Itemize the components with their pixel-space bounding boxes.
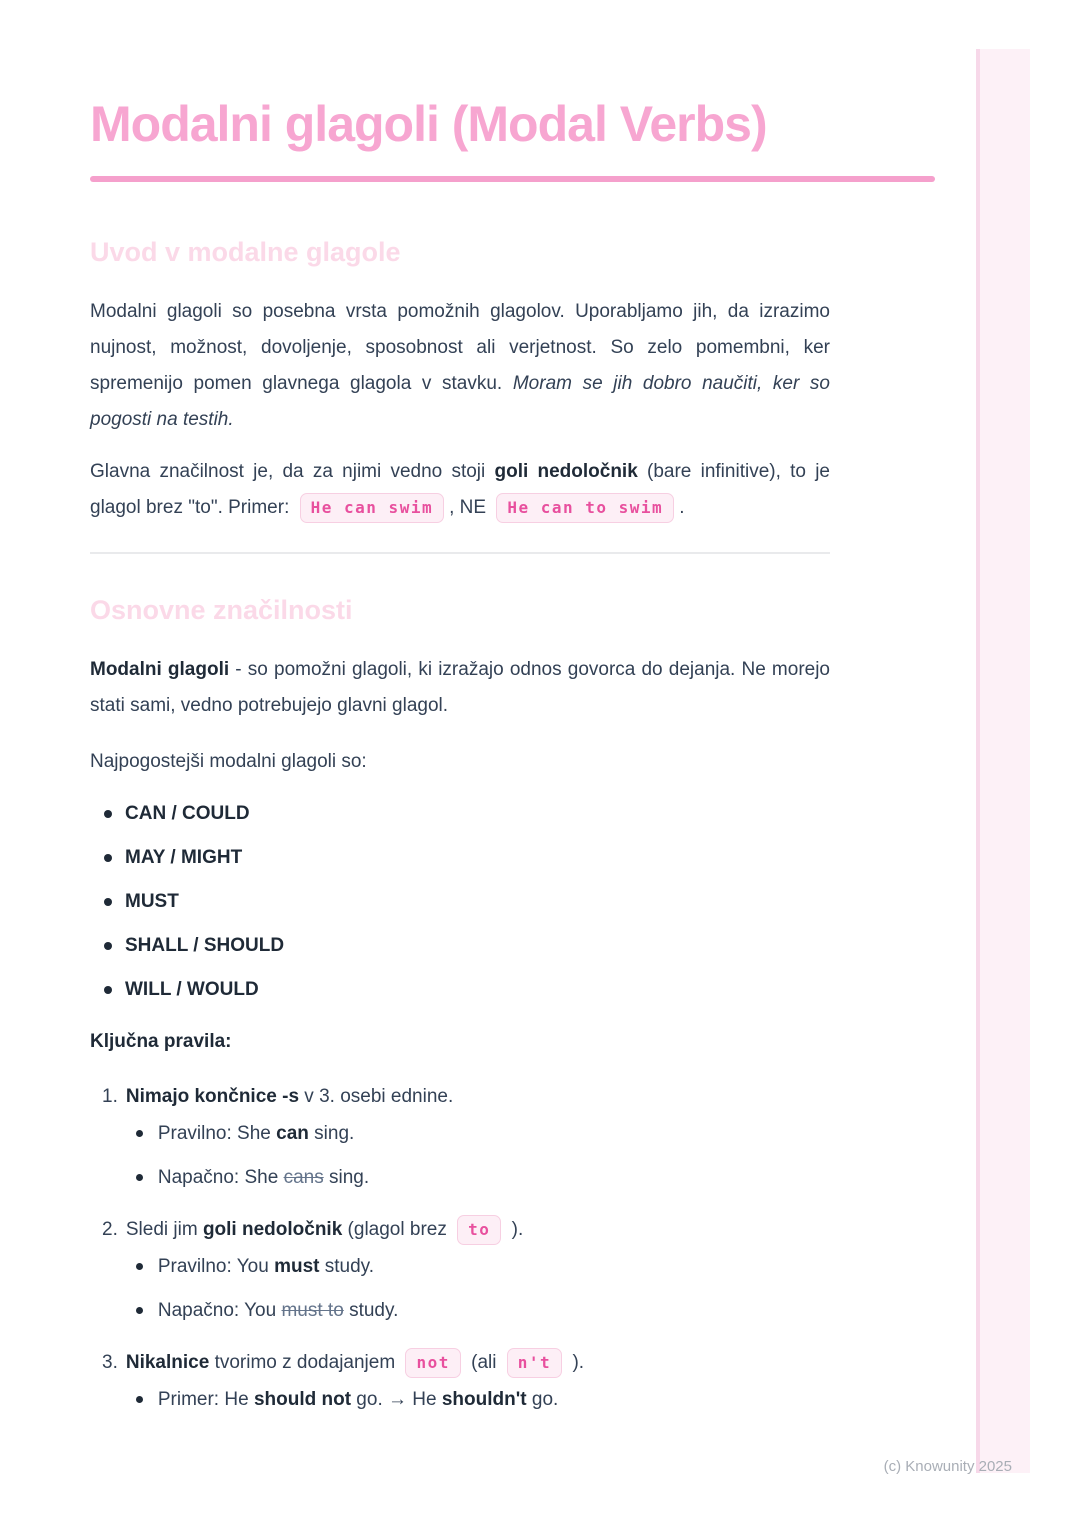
sub-text — [158, 1385, 558, 1415]
list-item — [104, 846, 830, 870]
section-intro — [90, 236, 935, 526]
modal-verbs-list — [90, 802, 830, 1002]
modal-verb-label: SHALL / SHOULD — [125, 935, 285, 956]
section-heading-intro: Uvod v modalne glagole — [90, 237, 401, 267]
section-divider — [90, 552, 830, 554]
code-chip-not: not — [405, 1348, 460, 1378]
sub-segment: go. → He — [351, 1389, 442, 1410]
page-title: Modalni glagoli (Modal Verbs) — [90, 96, 767, 152]
bullet-icon — [136, 1263, 143, 1270]
modal-verb-label: MAY / MIGHT — [125, 847, 243, 868]
bullet-icon — [136, 1307, 143, 1314]
rule-lead — [126, 1348, 830, 1378]
bullet-icon — [104, 898, 112, 906]
section-basics — [90, 594, 935, 1415]
sub-strikethrough: must to — [281, 1300, 344, 1321]
sub-segment: Primer: He — [157, 1389, 254, 1410]
sub-list-item — [136, 1163, 830, 1193]
rule-sub-list — [126, 1385, 830, 1415]
sub-list-item — [136, 1296, 830, 1326]
bullet-icon — [136, 1174, 143, 1181]
rule-number: 3. — [102, 1352, 118, 1373]
modal-verb-label: MUST — [125, 891, 179, 912]
rule-item-3 — [90, 1348, 830, 1415]
sub-text — [158, 1163, 369, 1193]
rule-text: Sledi jim — [125, 1219, 203, 1240]
sub-segment: study. — [319, 1256, 375, 1277]
rule-lead — [126, 1215, 830, 1245]
list-item — [104, 890, 830, 914]
bullet-icon — [104, 854, 112, 862]
modal-verb-label: WILL / WOULD — [125, 979, 259, 1000]
sub-text — [158, 1296, 399, 1326]
intro-paragraph — [90, 294, 830, 438]
example-paragraph — [90, 454, 830, 526]
rules-label: Ključna pravila: — [90, 1031, 232, 1052]
definition-paragraph — [90, 652, 830, 724]
sub-list-item — [136, 1119, 830, 1149]
example-text: . — [679, 497, 685, 518]
sub-text — [158, 1119, 354, 1149]
sub-segment: go. — [526, 1389, 559, 1410]
rule-text: v 3. osebi ednine. — [299, 1086, 454, 1107]
intro-text: Modalni glagoli so posebna vrsta pomožnih glagolov. Uporabljamo jih, da izrazimo nujnost, možnost, dovoljenje, sposobnost ali verjetnost. So zelo pomembni, ker spremenijo pomen glavnega glagola v stavku. — [90, 301, 830, 394]
code-chip-to: to — [457, 1215, 501, 1245]
rule-bold: goli nedoločnik — [202, 1219, 343, 1240]
rule-text: ). — [567, 1352, 585, 1373]
sub-segment: sing. — [308, 1123, 355, 1144]
sub-segment: Pravilno: She — [157, 1123, 277, 1144]
rule-item-1 — [90, 1082, 830, 1193]
right-accent-bar — [976, 49, 1030, 1473]
rule-text: ). — [506, 1219, 524, 1240]
sub-segment: study. — [343, 1300, 399, 1321]
sub-list-item — [136, 1252, 830, 1282]
rules-list — [90, 1082, 830, 1415]
footer-credit: (c) Knowunity 2025 — [883, 1458, 1012, 1475]
rule-bold: Nimajo končnice -s — [125, 1086, 300, 1107]
definition-text: - so pomožni glagoli, ki izražajo odnos govorca do dejanja. Ne morejo stati sami, vedno potrebujejo glavni glagol. — [90, 659, 831, 716]
sub-strikethrough: cans — [283, 1167, 324, 1188]
rule-number: 1. — [102, 1086, 118, 1107]
rule-bold: Nikalnice — [125, 1352, 210, 1373]
code-chip-incorrect: He can to swim — [496, 493, 674, 523]
sub-segment: Napačno: She — [157, 1167, 284, 1188]
rule-text: (glagol brez — [342, 1219, 453, 1240]
list-intro-paragraph: Najpogostejši modalni glagoli so: — [90, 751, 367, 772]
bullet-icon — [104, 986, 112, 994]
bullet-icon — [136, 1396, 143, 1403]
title-underline-rule — [90, 176, 935, 182]
sub-bold: can — [276, 1123, 309, 1144]
sub-bold: should not — [253, 1389, 352, 1410]
bullet-icon — [104, 942, 112, 950]
sub-list-item — [136, 1385, 830, 1415]
sub-segment: sing. — [323, 1167, 370, 1188]
sub-segment: Napačno: You — [157, 1300, 282, 1321]
list-item — [104, 802, 830, 826]
example-text: Glavna značilnost je, da za njimi vedno stoji — [90, 461, 495, 482]
rule-number: 2. — [102, 1219, 118, 1240]
sub-text — [158, 1252, 374, 1282]
sub-bold: must — [274, 1256, 320, 1277]
sub-bold: shouldn't — [441, 1389, 527, 1410]
example-text: , NE — [449, 497, 492, 518]
example-bold: goli nedoločnik — [494, 461, 638, 482]
code-chip-correct: He can swim — [300, 493, 444, 523]
rule-item-2 — [90, 1215, 830, 1326]
bullet-icon — [136, 1130, 143, 1137]
sub-segment: Pravilno: You — [157, 1256, 275, 1277]
modal-verb-label: CAN / COULD — [125, 803, 250, 824]
bullet-icon — [104, 810, 112, 818]
code-chip-nt: n't — [507, 1348, 562, 1378]
list-item — [104, 934, 830, 958]
definition-term: Modalni glagoli — [90, 659, 230, 680]
rule-sub-list — [126, 1119, 830, 1193]
rule-text: (ali — [465, 1352, 502, 1373]
rule-sub-list — [126, 1252, 830, 1326]
example-text: (bare infinitive), to je glagol brez "to". Primer: — [90, 461, 830, 518]
intro-text-italic: Moram se jih dobro naučiti, ker so pogosti na testih. — [90, 373, 831, 430]
rule-lead — [126, 1082, 830, 1112]
rule-text: tvorimo z dodajanjem — [209, 1352, 401, 1373]
list-item — [104, 978, 830, 1002]
section-heading-basics: Osnovne značilnosti — [90, 595, 353, 625]
